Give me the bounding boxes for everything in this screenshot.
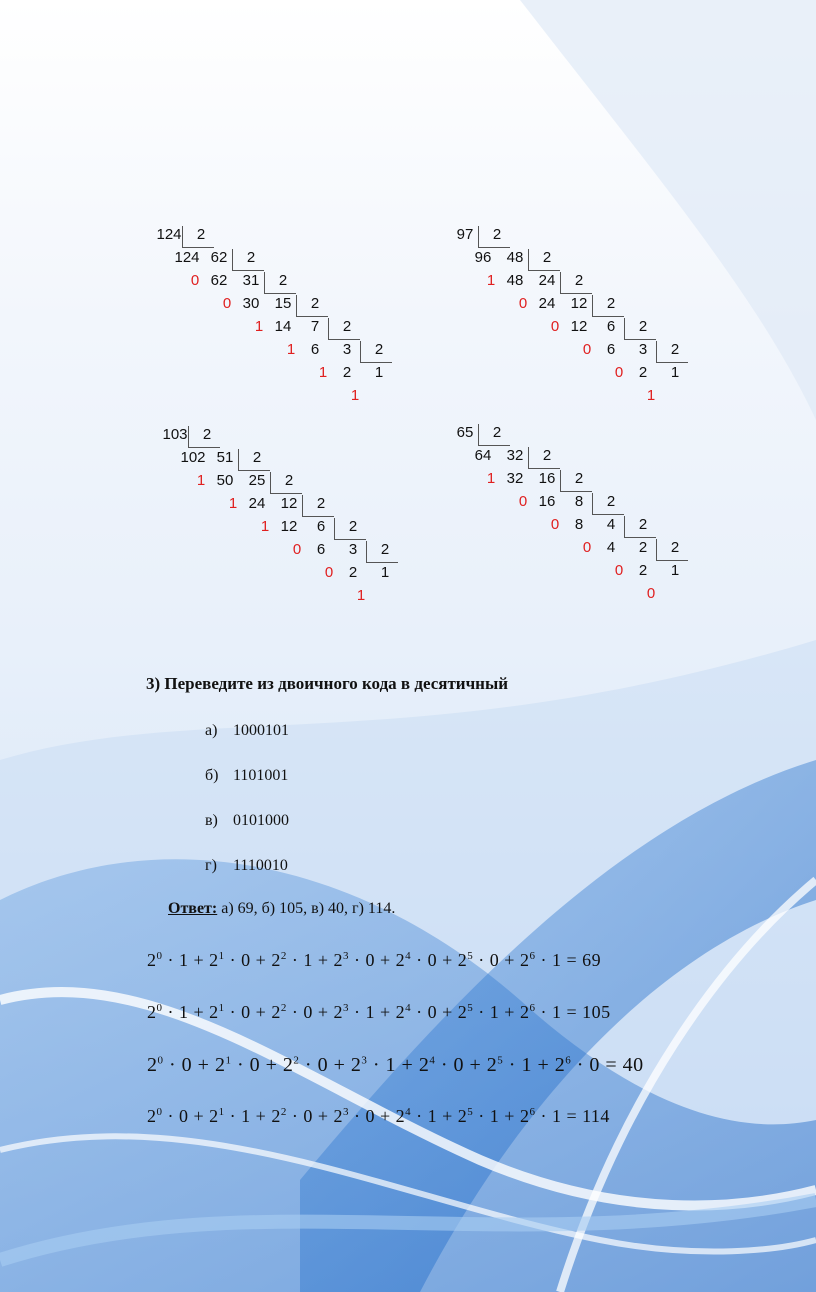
digit: 0 <box>427 1002 438 1022</box>
exponent: 4 <box>405 1106 412 1118</box>
plus-operator: + <box>312 950 334 970</box>
product: 14 <box>274 318 292 335</box>
remainder: 0 <box>222 295 232 312</box>
dot-operator: · <box>367 1054 386 1076</box>
exponent: 3 <box>361 1054 368 1067</box>
remainder: 1 <box>196 472 206 489</box>
quotient: 6 <box>316 518 326 535</box>
base: 2 <box>333 1002 343 1022</box>
divisor: 2 <box>606 295 616 312</box>
dot-operator: · <box>535 1002 552 1022</box>
dot-operator: · <box>224 1002 242 1022</box>
exponent: 6 <box>529 1002 536 1014</box>
dot-operator: · <box>162 1106 179 1126</box>
remainder: 0 <box>518 493 528 510</box>
division-bracket-vertical <box>264 272 265 293</box>
equals-operator: = <box>561 1106 583 1126</box>
division-bracket-vertical <box>528 447 529 468</box>
item-label: г) <box>205 857 217 874</box>
divisor: 2 <box>348 518 358 535</box>
equals-operator: = <box>599 1054 623 1076</box>
product: 8 <box>574 516 584 533</box>
remainder: 0 <box>582 341 592 358</box>
exponent: 1 <box>225 1054 232 1067</box>
exponent: 4 <box>405 950 412 962</box>
digit: 0 <box>365 950 375 970</box>
exponent: 4 <box>429 1054 436 1067</box>
plus-operator: + <box>437 1002 458 1022</box>
task-item-c <box>205 812 289 830</box>
quotient: 62 <box>210 249 228 266</box>
exponent: 2 <box>280 1106 287 1118</box>
product: 4 <box>606 539 616 556</box>
dot-operator: · <box>435 1054 454 1076</box>
remainder: 1 <box>350 387 360 404</box>
plus-operator: + <box>312 1002 334 1022</box>
answer-text: а) 69, б) 105, в) 40, г) 114. <box>217 900 396 917</box>
dot-operator: · <box>348 1002 366 1022</box>
division-bracket-vertical <box>624 318 625 339</box>
divisor: 2 <box>316 495 326 512</box>
remainder: 1 <box>486 470 496 487</box>
product: 124 <box>174 249 200 266</box>
item-label: а) <box>205 722 218 739</box>
base: 2 <box>486 1054 498 1076</box>
quotient: 7 <box>310 318 320 335</box>
dividend: 124 <box>156 226 182 243</box>
quotient: 1 <box>380 564 390 581</box>
divisor: 2 <box>342 318 352 335</box>
base: 2 <box>395 950 406 970</box>
base: 2 <box>333 1106 343 1126</box>
exponent: 6 <box>529 1106 536 1118</box>
division-bracket-vertical <box>328 318 329 339</box>
quotient: 24 <box>538 272 556 289</box>
base: 2 <box>519 1106 530 1126</box>
quotient: 31 <box>242 272 260 289</box>
dot-operator: · <box>286 950 304 970</box>
product: 2 <box>342 364 352 381</box>
exponent: 2 <box>280 1002 287 1014</box>
plus-operator: + <box>192 1054 215 1076</box>
exponent: 0 <box>156 1106 163 1118</box>
digit: 0 <box>303 1002 313 1022</box>
quotient: 3 <box>348 541 358 558</box>
divisor: 2 <box>606 493 616 510</box>
divisor: 2 <box>542 447 552 464</box>
digit: 0 <box>489 950 500 970</box>
result: 105 <box>582 1002 611 1022</box>
division-bracket-vertical <box>560 272 561 293</box>
base: 2 <box>271 950 281 970</box>
task-item-b <box>205 767 288 785</box>
divisor: 2 <box>542 249 552 266</box>
product: 12 <box>280 518 298 535</box>
product: 24 <box>538 295 556 312</box>
digit: 1 <box>427 1106 438 1126</box>
dot-operator: · <box>348 1106 366 1126</box>
product: 32 <box>506 470 524 487</box>
product: 30 <box>242 295 260 312</box>
dot-operator: · <box>571 1054 590 1076</box>
quotient: 12 <box>280 495 298 512</box>
formula-40 <box>147 1054 644 1077</box>
task-title: 3) Переведите из двоичного кода в десятичный <box>146 674 509 693</box>
dot-operator: · <box>162 1002 179 1022</box>
division-bracket-vertical <box>366 541 367 562</box>
dot-operator: · <box>535 950 552 970</box>
quotient: 12 <box>570 295 588 312</box>
remainder: 1 <box>228 495 238 512</box>
item-label: б) <box>205 767 219 784</box>
product: 2 <box>638 364 648 381</box>
division-bracket-vertical <box>360 341 361 362</box>
divisor: 2 <box>380 541 390 558</box>
exponent: 6 <box>529 950 536 962</box>
plus-operator: + <box>374 1106 396 1126</box>
base: 2 <box>350 1054 362 1076</box>
remainder: 1 <box>286 341 296 358</box>
plus-operator: + <box>250 950 272 970</box>
item-value: 1110010 <box>233 857 288 874</box>
base: 2 <box>271 1002 281 1022</box>
quotient: 15 <box>274 295 292 312</box>
digit: 1 <box>303 950 313 970</box>
division-bracket-vertical <box>182 226 183 247</box>
quotient: 1 <box>374 364 384 381</box>
product: 96 <box>474 249 492 266</box>
exponent: 0 <box>157 1054 164 1067</box>
plus-operator: + <box>328 1054 351 1076</box>
quotient: 1 <box>670 562 680 579</box>
remainder: 1 <box>646 387 656 404</box>
result: 40 <box>622 1054 644 1076</box>
digit: 1 <box>365 1002 375 1022</box>
divisor: 2 <box>202 426 212 443</box>
digit: 1 <box>241 1106 251 1126</box>
exponent: 3 <box>342 1106 349 1118</box>
quotient: 2 <box>638 539 648 556</box>
remainder: 1 <box>356 587 366 604</box>
exponent: 5 <box>467 1002 474 1014</box>
digit: 0 <box>317 1054 329 1076</box>
result: 114 <box>582 1106 610 1126</box>
dot-operator: · <box>348 950 366 970</box>
quotient: 51 <box>216 449 234 466</box>
formula-105 <box>147 1002 611 1023</box>
task-item-a <box>205 722 289 740</box>
digit: 0 <box>453 1054 464 1076</box>
dot-operator: · <box>503 1054 522 1076</box>
dot-operator: · <box>163 1054 182 1076</box>
digit: 0 <box>589 1054 600 1076</box>
exponent: 5 <box>467 1106 474 1118</box>
quotient: 8 <box>574 493 584 510</box>
divisor: 2 <box>638 318 648 335</box>
quotient: 4 <box>606 516 616 533</box>
division-bracket-vertical <box>478 424 479 445</box>
digit: 1 <box>179 950 189 970</box>
item-value: 1101001 <box>233 767 289 784</box>
dot-operator: · <box>224 1106 242 1126</box>
dot-operator: · <box>535 1106 552 1126</box>
answer <box>168 900 395 918</box>
quotient: 48 <box>506 249 524 266</box>
division-bracket-vertical <box>528 249 529 270</box>
plus-operator: + <box>188 950 210 970</box>
divisor: 2 <box>284 472 294 489</box>
exponent: 3 <box>342 1002 349 1014</box>
base: 2 <box>147 950 157 970</box>
task-item-d <box>205 857 288 875</box>
product: 12 <box>570 318 588 335</box>
exponent: 3 <box>342 950 349 962</box>
dividend: 97 <box>456 226 474 243</box>
remainder: 1 <box>318 364 328 381</box>
division-bracket-vertical <box>592 295 593 316</box>
base: 2 <box>395 1106 406 1126</box>
item-value: 1000101 <box>233 722 289 739</box>
divisor: 2 <box>310 295 320 312</box>
product: 64 <box>474 447 492 464</box>
division-bracket-vertical <box>296 295 297 316</box>
plus-operator: + <box>396 1054 419 1076</box>
base: 2 <box>209 950 219 970</box>
base: 2 <box>333 950 343 970</box>
base: 2 <box>519 1002 530 1022</box>
remainder: 0 <box>550 516 560 533</box>
remainder: 0 <box>518 295 528 312</box>
digit: 1 <box>551 1002 562 1022</box>
division-bracket-vertical <box>560 470 561 491</box>
dividend: 103 <box>162 426 188 443</box>
base: 2 <box>147 1106 157 1126</box>
divisor: 2 <box>278 272 288 289</box>
division-bracket-vertical <box>624 516 625 537</box>
base: 2 <box>395 1002 406 1022</box>
base: 2 <box>554 1054 566 1076</box>
product: 2 <box>638 562 648 579</box>
remainder: 0 <box>550 318 560 335</box>
divisor: 2 <box>492 226 502 243</box>
base: 2 <box>147 1002 157 1022</box>
product: 2 <box>348 564 358 581</box>
division-bracket-vertical <box>188 426 189 447</box>
divisor: 2 <box>670 539 680 556</box>
plus-operator: + <box>499 1106 520 1126</box>
plus-operator: + <box>250 1002 272 1022</box>
digit: 0 <box>241 950 251 970</box>
base: 2 <box>147 1054 158 1076</box>
remainder: 1 <box>260 518 270 535</box>
base: 2 <box>209 1106 219 1126</box>
digit: 1 <box>179 1002 189 1022</box>
dot-operator: · <box>286 1002 304 1022</box>
remainder: 0 <box>646 585 656 602</box>
dot-operator: · <box>473 1002 490 1022</box>
base: 2 <box>271 1106 281 1126</box>
plus-operator: + <box>463 1054 487 1076</box>
quotient: 25 <box>248 472 266 489</box>
division-bracket-vertical <box>656 341 657 362</box>
product: 6 <box>316 541 326 558</box>
divisor: 2 <box>196 226 206 243</box>
dot-operator: · <box>473 1106 490 1126</box>
plus-operator: + <box>188 1002 210 1022</box>
exponent: 2 <box>280 950 287 962</box>
exponent: 0 <box>156 1002 163 1014</box>
quotient: 3 <box>342 341 352 358</box>
product: 24 <box>248 495 266 512</box>
divisor: 2 <box>670 341 680 358</box>
divisor: 2 <box>492 424 502 441</box>
digit: 0 <box>179 1106 189 1126</box>
division-bracket-vertical <box>478 226 479 247</box>
base: 2 <box>457 1106 468 1126</box>
digit: 1 <box>489 1106 500 1126</box>
digit: 1 <box>489 1002 500 1022</box>
remainder: 0 <box>190 272 200 289</box>
digit: 1 <box>385 1054 397 1076</box>
product: 50 <box>216 472 234 489</box>
divisor: 2 <box>574 272 584 289</box>
digit: 0 <box>365 1106 375 1126</box>
exponent: 1 <box>218 1002 225 1014</box>
base: 2 <box>418 1054 430 1076</box>
plus-operator: + <box>499 1002 520 1022</box>
remainder: 0 <box>614 364 624 381</box>
dot-operator: · <box>411 950 428 970</box>
plus-operator: + <box>437 950 458 970</box>
remainder: 1 <box>486 272 496 289</box>
remainder: 0 <box>292 541 302 558</box>
divisor: 2 <box>252 449 262 466</box>
base: 2 <box>457 1002 468 1022</box>
divisor: 2 <box>574 470 584 487</box>
remainder: 0 <box>324 564 334 581</box>
equals-operator: = <box>561 1002 583 1022</box>
plus-operator: + <box>188 1106 210 1126</box>
divisor: 2 <box>246 249 256 266</box>
exponent: 2 <box>293 1054 300 1067</box>
product: 6 <box>310 341 320 358</box>
exponent: 1 <box>218 950 225 962</box>
plus-operator: + <box>260 1054 283 1076</box>
plus-operator: + <box>499 950 520 970</box>
item-label: в) <box>205 812 218 829</box>
exponent: 4 <box>405 1002 412 1014</box>
division-bracket-vertical <box>302 495 303 516</box>
plus-operator: + <box>531 1054 555 1076</box>
remainder: 1 <box>254 318 264 335</box>
plus-operator: + <box>312 1106 334 1126</box>
equals-operator: = <box>561 950 583 970</box>
digit: 1 <box>551 1106 562 1126</box>
base: 2 <box>282 1054 294 1076</box>
dot-operator: · <box>473 950 490 970</box>
exponent: 6 <box>565 1054 572 1067</box>
product: 102 <box>180 449 206 466</box>
plus-operator: + <box>374 950 396 970</box>
divisor: 2 <box>374 341 384 358</box>
digit: 0 <box>181 1054 193 1076</box>
division-bracket-vertical <box>592 493 593 514</box>
formula-114 <box>147 1106 610 1127</box>
digit: 0 <box>249 1054 261 1076</box>
result: 69 <box>582 950 602 970</box>
remainder: 0 <box>614 562 624 579</box>
plus-operator: + <box>437 1106 458 1126</box>
product: 6 <box>606 341 616 358</box>
quotient: 6 <box>606 318 616 335</box>
division-bracket-vertical <box>270 472 271 493</box>
quotient: 16 <box>538 470 556 487</box>
digit: 0 <box>427 950 438 970</box>
division-bracket-vertical <box>232 249 233 270</box>
digit: 1 <box>551 950 562 970</box>
divisor: 2 <box>638 516 648 533</box>
dot-operator: · <box>224 950 242 970</box>
dot-operator: · <box>286 1106 304 1126</box>
digit: 0 <box>241 1002 251 1022</box>
product: 16 <box>538 493 556 510</box>
quotient: 3 <box>638 341 648 358</box>
dot-operator: · <box>299 1054 318 1076</box>
base: 2 <box>457 950 468 970</box>
division-bracket-vertical <box>238 449 239 470</box>
digit: 0 <box>303 1106 313 1126</box>
base: 2 <box>519 950 530 970</box>
dot-operator: · <box>162 950 179 970</box>
formula-69 <box>147 950 601 971</box>
exponent: 0 <box>156 950 163 962</box>
exponent: 5 <box>497 1054 504 1067</box>
base: 2 <box>209 1002 219 1022</box>
plus-operator: + <box>374 1002 396 1022</box>
exponent: 5 <box>467 950 474 962</box>
base: 2 <box>214 1054 226 1076</box>
division-bracket-vertical <box>656 539 657 560</box>
remainder: 0 <box>582 539 592 556</box>
product: 62 <box>210 272 228 289</box>
answer-label: Ответ: <box>168 900 218 917</box>
dot-operator: · <box>411 1002 428 1022</box>
quotient: 1 <box>670 364 680 381</box>
dot-operator: · <box>411 1106 428 1126</box>
plus-operator: + <box>250 1106 272 1126</box>
dividend: 65 <box>456 424 474 441</box>
item-value: 0101000 <box>233 812 289 829</box>
product: 48 <box>506 272 524 289</box>
quotient: 32 <box>506 447 524 464</box>
exponent: 1 <box>218 1106 225 1118</box>
digit: 1 <box>521 1054 532 1076</box>
division-bracket-vertical <box>334 518 335 539</box>
dot-operator: · <box>231 1054 250 1076</box>
